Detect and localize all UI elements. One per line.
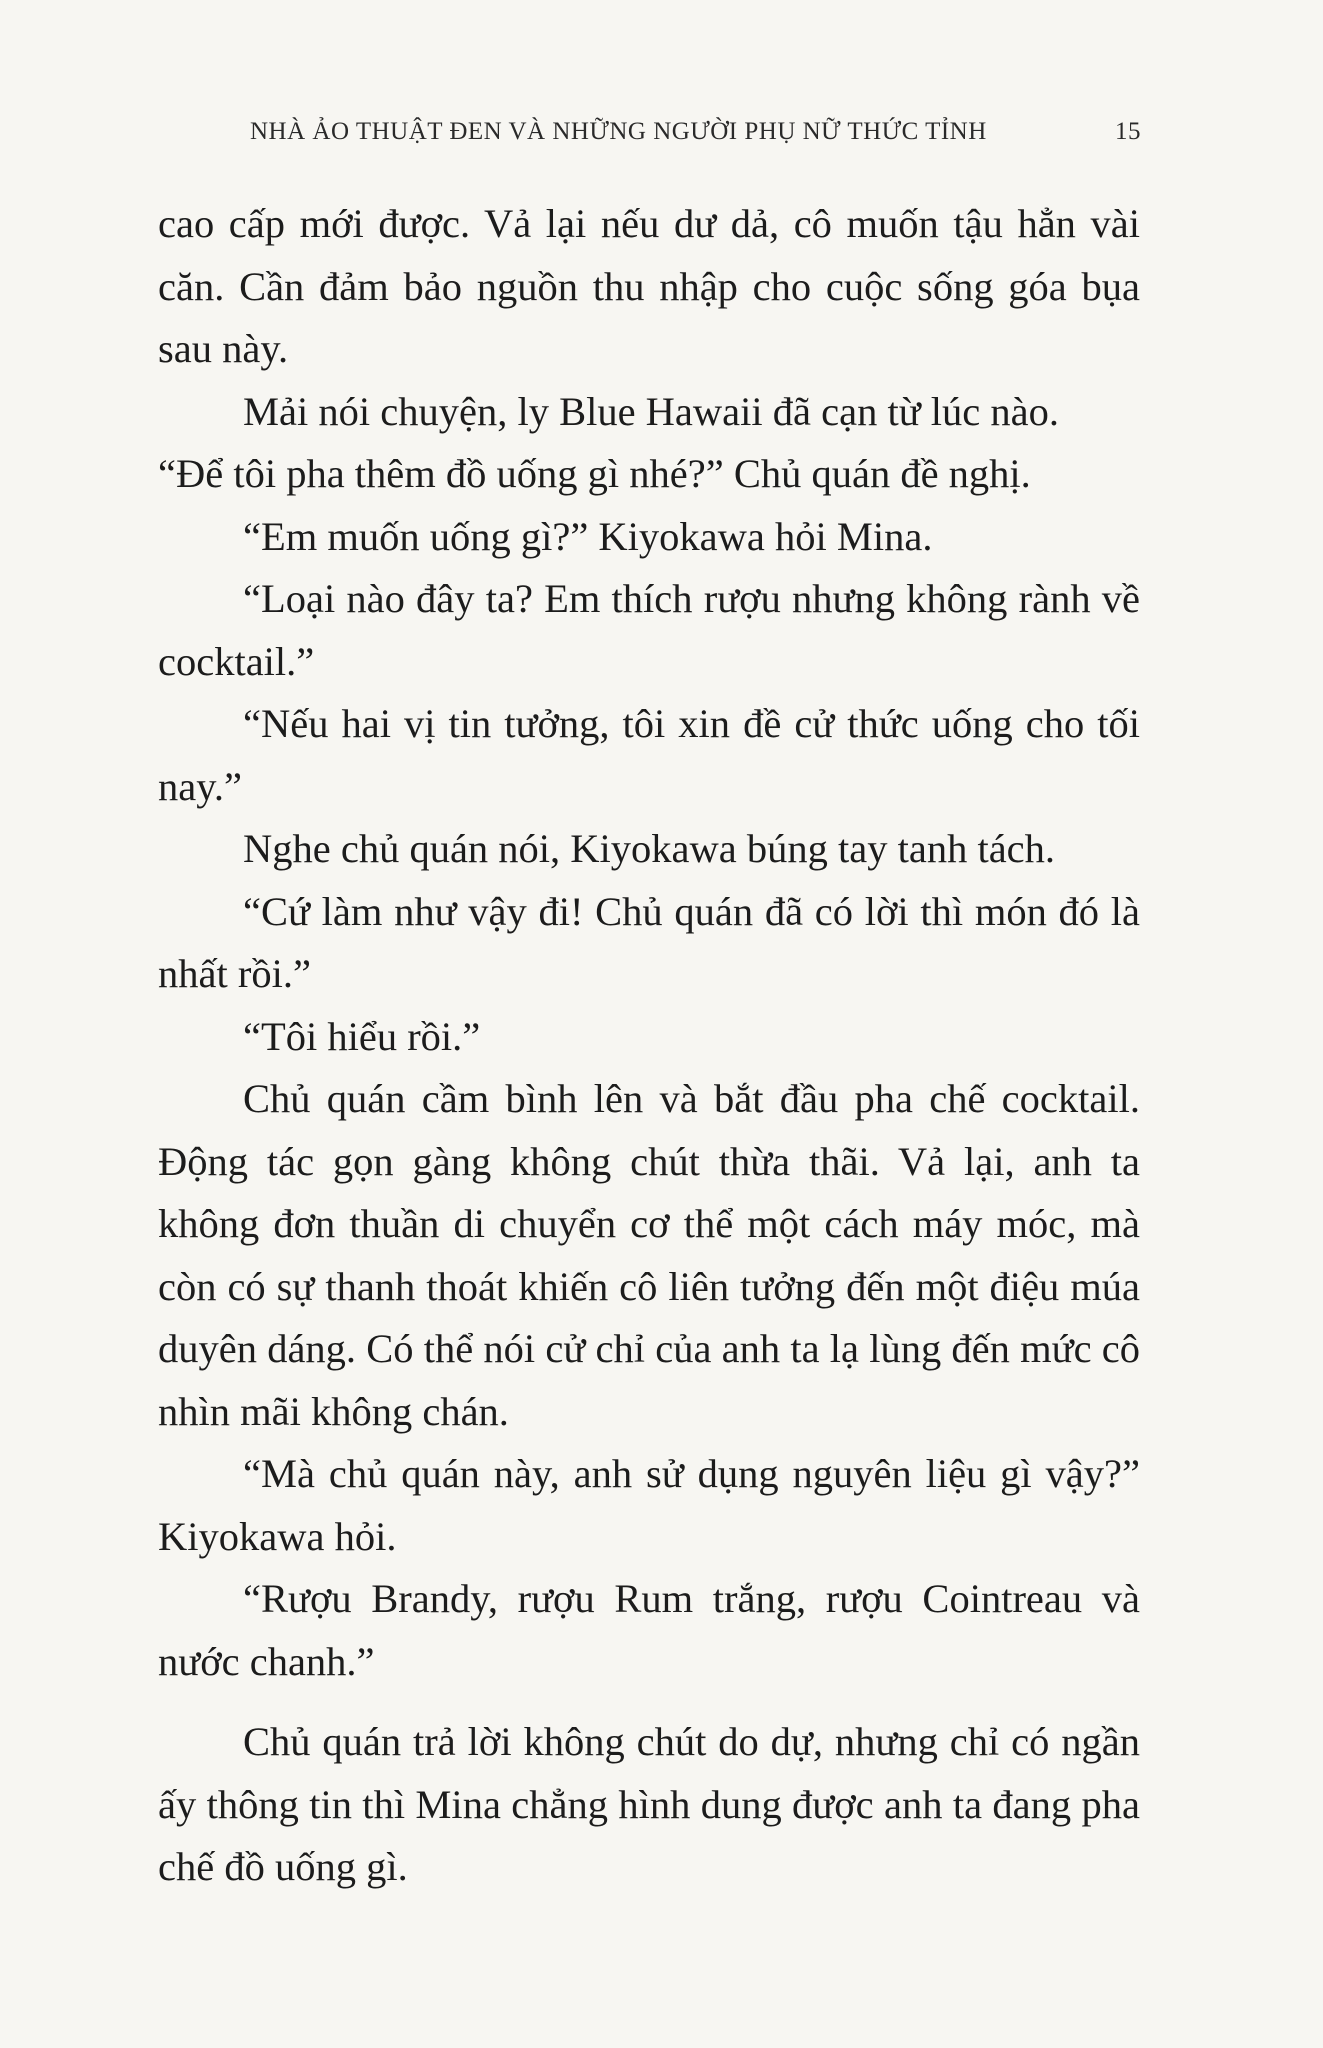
paragraph: “Mà chủ quán này, anh sử dụng nguyên liệu gì vậy?” Kiyokawa hỏi. [158,1451,1140,1559]
paragraph: “Để tôi pha thêm đồ uống gì nhé?” Chủ quán đề nghị. [158,451,1031,496]
running-title: NHÀ ẢO THUẬT ĐEN VÀ NHỮNG NGƯỜI PHỤ NỮ THỨC TỈNH [250,118,987,145]
paragraph: Nghe chủ quán nói, Kiyokawa búng tay tanh tách. [243,826,1056,871]
page-number: 15 [1115,118,1141,145]
paragraph: “Rượu Brandy, rượu Rum trắng, rượu Cointreau và nước chanh.” [158,1576,1140,1684]
paragraph: Mải nói chuyện, ly Blue Hawaii đã cạn từ lúc nào. [243,388,1059,434]
body-text [158,193,1140,1899]
paragraph: “Cứ làm như vậy đi! Chủ quán đã có lời thì món đó là nhất rồi.” [158,888,1140,996]
paragraph: Chủ quán cầm bình lên và bắt đầu pha chế cocktail. Động tác gọn gàng không chút thừa thãi. Vả lại, anh ta không đơn thuần di chuyển cơ thể một cách máy móc, mà còn có sự thanh thoát khiến cô liên tưởng đến một điệu múa duyên dáng. Có thể nói cử chỉ của anh ta lạ lùng đến mức cô nhìn mãi không chán. [158,1076,1140,1434]
paragraph: “Tôi hiểu rồi.” [243,1013,481,1059]
paragraph: “Em muốn uống gì?” Kiyokawa hỏi Mina. [243,513,933,559]
paragraph: cao cấp mới được. Vả lại nếu dư dả, cô muốn tậu hẳn vài căn. Cần đảm bảo nguồn thu nhập cho cuộc sống góa bụa sau này. [158,201,1140,371]
paragraph: Chủ quán trả lời không chút do dự, nhưng chỉ có ngần ấy thông tin thì Mina chẳng hình dung được anh ta đang pha chế đồ uống gì. [158,1719,1140,1889]
paragraph: “Nếu hai vị tin tưởng, tôi xin đề cử thức uống cho tối nay.” [158,701,1140,809]
running-header [250,118,1150,158]
paragraph: “Loại nào đây ta? Em thích rượu nhưng không rành về cocktail.” [158,576,1140,684]
